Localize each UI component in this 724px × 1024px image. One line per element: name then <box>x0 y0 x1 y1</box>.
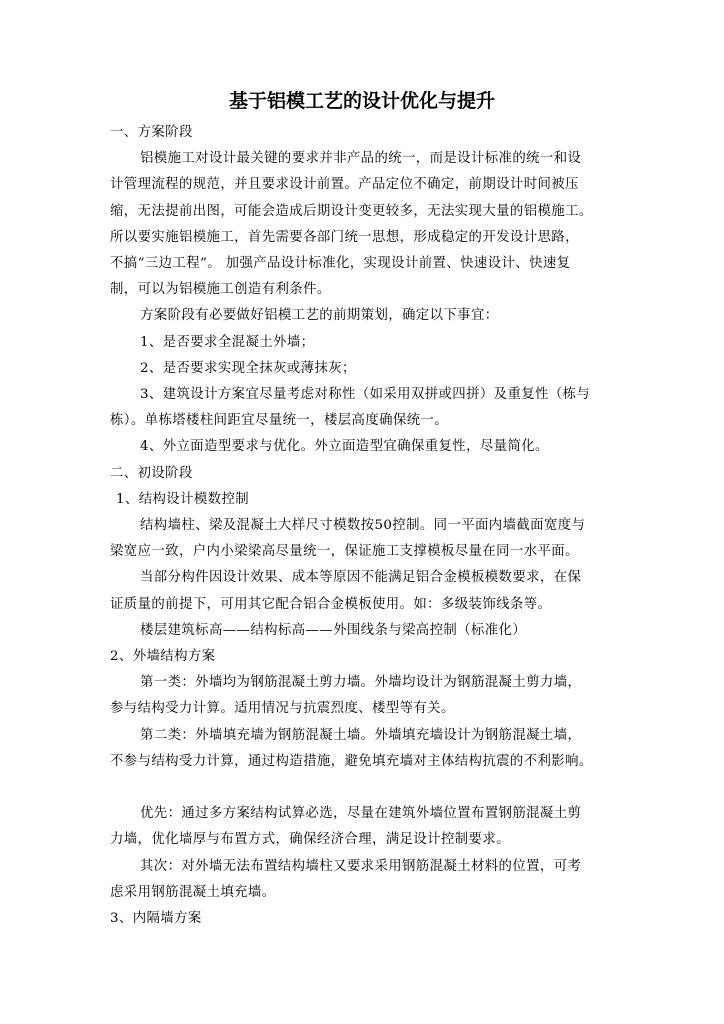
paragraph-line: 计管理流程的规范，并且要求设计前置。产品定位不确定，前期设计时间被压 <box>110 177 579 193</box>
paragraph-line: 2、是否要求实现全抹灰或薄抹灰； <box>140 360 356 376</box>
paragraph-line: 缩，无法提前出图，可能会造成后期设计变更较多，无法实现大量的铝模施工。 <box>110 203 593 219</box>
paragraph-line: 4、外立面造型要求与优化。外立面造型宜确保重复性，尽量简化。 <box>140 439 549 455</box>
section-heading: 2、外墙结构方案 <box>110 649 216 665</box>
paragraph-line: 第一类：外墙均为钢筋混凝土剪力墙。外墙均设计为钢筋混凝土剪力墙， <box>140 675 582 691</box>
paragraph-line: 虑采用钢筋混凝土填充墙。 <box>110 884 276 900</box>
section-heading: 1、结构设计模数控制 <box>116 491 250 507</box>
document-body <box>110 120 630 932</box>
paragraph-line: 不参与结构受力计算，通过构造措施，避免填充墙对主体结构抗震的不利影响。 <box>110 753 593 769</box>
paragraph-line: 结构墙柱、梁及混凝土大样尺寸模数按50控制。同一平面内墙截面宽度与 <box>140 518 586 534</box>
paragraph-line: 方案阶段有必要做好铝模工艺的前期策划，确定以下事宜： <box>140 308 499 324</box>
section-heading: 一、方案阶段 <box>110 125 193 140</box>
paragraph-line: 3、建筑设计方案宜尽量考虑对称性（如采用双拼或四拼）及重复性（栋与 <box>140 387 591 403</box>
document-title: 基于铝模工艺的设计优化与提升 <box>228 90 495 112</box>
paragraph-line: 不搞“三边工程”。 加强产品设计标准化，实现设计前置、快速设计、快速复 <box>110 256 571 272</box>
paragraph-line: 所以要实施铝模施工，首先需要各部门统一思想，形成稳定的开发设计思路， <box>110 229 579 245</box>
paragraph-line: 栋）。单栋塔楼柱间距宜尽量统一，楼层高度确保统一。 <box>110 413 449 429</box>
paragraph-line: 证质量的前提下，可用其它配合铝合金模板使用。如：多级装饰线条等。 <box>110 596 552 612</box>
paragraph-line: 楼层建筑标高——结构标高——外围线条与梁高控制（标准化） <box>140 622 527 638</box>
paragraph-line: 铝模施工对设计最关键的要求并非产品的统一，而是设计标准的统一和设 <box>140 151 582 167</box>
paragraph-line: 制，可以为铝模施工创造有利条件。 <box>110 282 331 298</box>
paragraph-line: 1、是否要求全混凝土外墙； <box>140 334 315 350</box>
section-heading: 3、内隔墙方案 <box>110 911 202 927</box>
section-heading: 二、初设阶段 <box>110 465 193 481</box>
blank-line <box>110 775 630 801</box>
paragraph-line: 第二类：外墙填充墙为钢筋混凝土墙。外墙填充墙设计为钢筋混凝土墙， <box>140 727 582 743</box>
paragraph-line: 参与结构受力计算。适用情况与抗震烈度、楼型等有关。 <box>110 701 455 717</box>
paragraph-line: 梁宽应一致，户内小梁梁高尽量统一，保证施工支撑模板尽量在同一水平面。 <box>110 544 579 560</box>
paragraph-line: 其次：对外墙无法布置结构墙柱又要求采用钢筋混凝土材料的位置，可考 <box>140 858 582 874</box>
paragraph-line: 优先：通过多方案结构试算必选，尽量在建筑外墙位置布置钢筋混凝土剪 <box>140 806 582 822</box>
paragraph-line: 当部分构件因设计效果、成本等原因不能满足铝合金模板模数要求，在保 <box>140 570 582 586</box>
paragraph-line: 力墙，优化墙厚与布置方式，确保经济合理，满足设计控制要求。 <box>110 832 510 848</box>
